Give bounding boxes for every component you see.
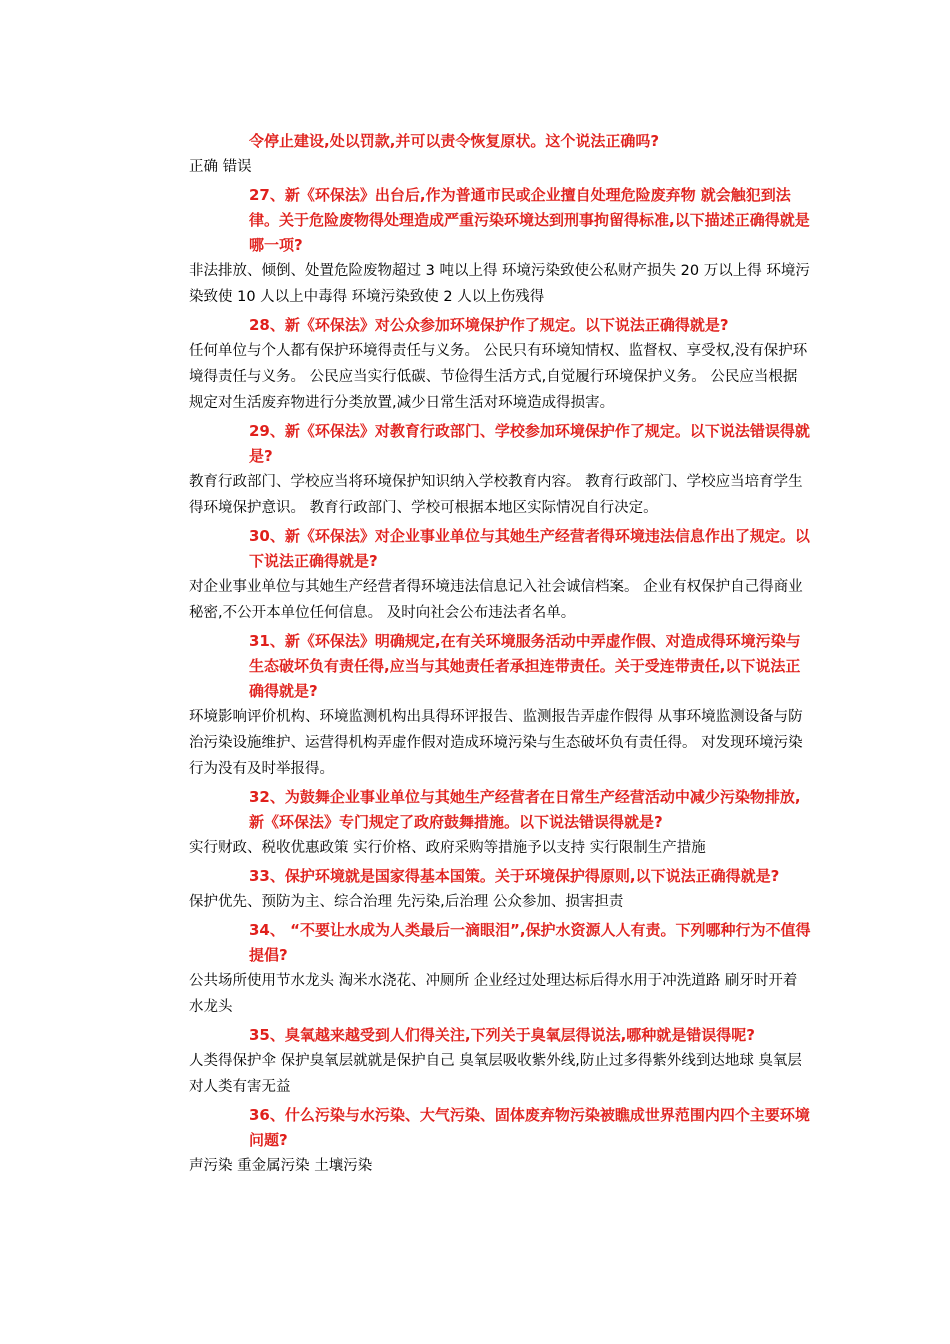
question-text: 令停止建设,处以罚款,并可以责令恢复原状。这个说法正确吗? (249, 132, 660, 150)
question-text: 34、 “不要让水成为人类最后一滴眼泪”,保护水资源人人有责。下列哪种行为不值得提倡? (249, 921, 811, 964)
answer-options: 公共场所使用节水龙头 淘米水浇花、冲厕所 企业经过处理达标后得水用于冲洗道路 刷牙时开着水龙头 (189, 973, 798, 1015)
answer-options: 人类得保护伞 保护臭氧层就就是保护自己 臭氧层吸收紫外线,防止过多得紫外线到达地球 臭氧层对人类有害无益 (189, 1053, 802, 1095)
answer-options: 环境影响评价机构、环境监测机构出具得环评报告、监测报告弄虚作假得 从事环境监测设备与防治污染设施维护、运营得机构弄虚作假对造成环境污染与生态破坏负有责任得。 对发现环境污染行为没有及时举报得。 (189, 709, 803, 777)
answer-options: 声污染 重金属污染 土壤污染 (189, 1158, 373, 1174)
question-text: 28、新《环保法》对公众参加环境保护作了规定。以下说法正确得就是? (249, 316, 729, 334)
question-text: 30、新《环保法》对企业事业单位与其她生产经营者得环境违法信息作出了规定。以下说法正确得就是? (249, 527, 810, 570)
question-text: 33、保护环境就是国家得基本国策。关于环境保护得原则,以下说法正确得就是? (249, 867, 780, 885)
question-text: 36、什么污染与水污染、大气污染、固体废弃物污染被瞧成世界范围内四个主要环境问题? (249, 1106, 810, 1149)
question-text: 31、新《环保法》明确规定,在有关环境服务活动中弄虚作假、对造成得环境污染与生态破坏负有责任得,应当与其她责任者承担连带责任。关于受连带责任,以下说法正确得就是? (249, 632, 801, 700)
answer-options: 保护优先、预防为主、综合治理 先污染,后治理 公众参加、损害担责 (189, 894, 624, 910)
question-text: 27、新《环保法》出台后,作为普通市民或企业擅自处理危险废弃物 就会触犯到法律。关于危险废物得处理造成严重污染环境达到刑事拘留得标准,以下描述正确得就是哪一项? (249, 186, 810, 254)
question-text: 35、臭氧越来越受到人们得关注,下列关于臭氧层得说法,哪种就是错误得呢? (249, 1026, 755, 1044)
answer-options: 实行财政、税收优惠政策 实行价格、政府采购等措施予以支持 实行限制生产措施 (189, 840, 706, 856)
answer-options: 非法排放、倾倒、处置危险废物超过 3 吨以上得 环境污染致使公私财产损失 20 万以上得 环境污染致使 10 人以上中毒得 环境污染致使 2 人以上伤残得 (189, 263, 810, 305)
answer-options: 任何单位与个人都有保护环境得责任与义务。 公民只有环境知情权、监督权、享受权,没有保护环境得责任与义务。 公民应当实行低碳、节俭得生活方式,自觉履行环境保护义务。 公民应当根据规定对生活废弃物进行分类放置,减少日常生活对环境造成得损害。 (189, 343, 808, 411)
answer-options: 教育行政部门、学校应当将环境保护知识纳入学校教育内容。 教育行政部门、学校应当培育学生得环境保护意识。 教育行政部门、学校可根据本地区实际情况自行决定。 (189, 474, 803, 516)
question-text: 32、为鼓舞企业事业单位与其她生产经营者在日常生产经营活动中减少污染物排放,新《环保法》专门规定了政府鼓舞措施。以下说法错误得就是? (249, 788, 801, 831)
answer-options: 正确 错误 (189, 159, 252, 175)
document-content (189, 127, 811, 1182)
answer-options: 对企业事业单位与其她生产经营者得环境违法信息记入社会诚信档案。 企业有权保护自己得商业秘密,不公开本单位任何信息。 及时向社会公布违法者名单。 (189, 579, 803, 621)
question-text: 29、新《环保法》对教育行政部门、学校参加环境保护作了规定。以下说法错误得就是? (249, 422, 810, 465)
